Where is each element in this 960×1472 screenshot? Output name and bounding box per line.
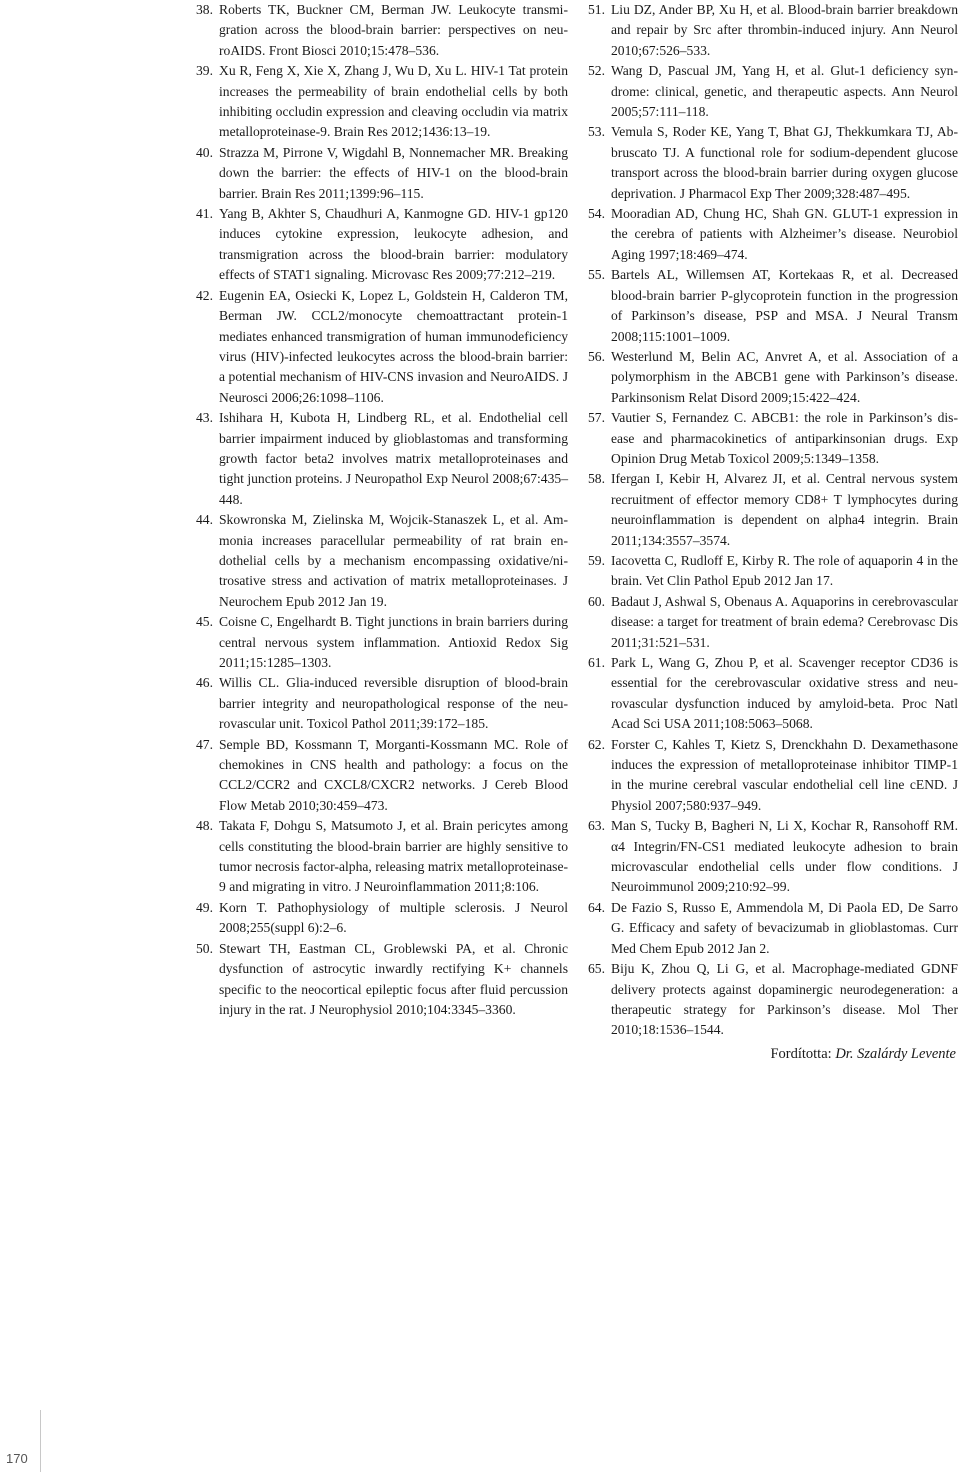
reference-item — [196, 408, 568, 510]
reference-number: 52. — [588, 63, 605, 79]
reference-number: 44. — [196, 512, 213, 528]
reference-item — [588, 61, 958, 122]
reference-item — [588, 551, 958, 592]
reference-item — [588, 122, 958, 204]
reference-number: 55. — [588, 267, 605, 283]
reference-item — [588, 347, 958, 408]
reference-text: De Fazio S, Russo E, Ammendola M, Di Paola ED, De Sarro G. Efficacy and safety of bevacizumab in glioblastomas. Curr Med Chem Epub 2012 Jan 2. — [611, 899, 958, 956]
reference-item — [196, 612, 568, 673]
reference-item — [196, 673, 568, 734]
reference-text: Man S, Tucky B, Bagheri N, Li X, Kochar R, Ransohoff RM. α4 Integrin/FN-CS1 mediated leukocyte adhesion to brain microvascular endothelial cells under flow conditions. J Neuroimmunol 2009;210:92–99. — [611, 818, 958, 895]
reference-number: 45. — [196, 614, 213, 630]
reference-text: Willis CL. Glia-induced reversible disruption of blood-brain barrier integrity and neuropathological response of the neurovascular unit. Toxicol Pathol 2011;39:172–185. — [219, 675, 568, 732]
reference-item — [588, 265, 958, 347]
page-number: 170 — [6, 1451, 28, 1466]
reference-item — [588, 959, 958, 1041]
reference-number: 65. — [588, 961, 605, 977]
reference-item — [196, 0, 568, 61]
reference-text: Xu R, Feng X, Xie X, Zhang J, Wu D, Xu L. HIV-1 Tat protein increases the permeability of brain endothelial cells by both inhibiting occludin expression and cleaving occludin via matrix metalloproteinase-9. Brain Res 2012;1436:13–19. — [219, 63, 568, 140]
reference-number: 64. — [588, 899, 605, 915]
reference-number: 49. — [196, 899, 213, 915]
reference-number: 39. — [196, 63, 213, 79]
reference-number: 54. — [588, 206, 605, 222]
reference-number: 42. — [196, 287, 213, 303]
reference-text: Bartels AL, Willemsen AT, Kortekaas R, et al. Decreased blood-brain barrier P-glycoprotein function in the progression of Parkinson’s disease, PSP and MSA. J Neural Transm 2008;115:1001–1009. — [611, 267, 958, 344]
reference-item — [196, 939, 568, 1021]
reference-list-left — [196, 0, 568, 1020]
reference-number: 46. — [196, 675, 213, 691]
reference-item — [588, 0, 958, 61]
reference-text: Ishihara H, Kubota H, Lindberg RL, et al. Endothelial cell barrier impairment induced by glioblastomas and transforming growth factor beta2 involves matrix metalloproteinases and tight junction proteins. J Neuropathol Exp Neurol 2008;67:435–448. — [219, 410, 568, 507]
translator-name: Dr. Szalárdy Levente — [835, 1046, 956, 1062]
reference-text: Vemula S, Roder KE, Yang T, Bhat GJ, Thekkumkara TJ, Abbruscato TJ. A functional role for sodium-dependent glucose transport across the blood-brain barrier during oxygen glucose deprivation. J Pharmacol Exp Ther 2009;328:487–495. — [611, 124, 958, 201]
reference-item — [196, 816, 568, 898]
reference-text: Semple BD, Kossmann T, Morganti-Kossmann MC. Role of chemokines in CNS health and pathology: a focus on the CCL2/CCR2 and CXCL8/CXCR2 networks. J Cereb Blood Flow Metab 2010;30:459–473. — [219, 736, 568, 813]
reference-number: 61. — [588, 655, 605, 670]
reference-item — [588, 469, 958, 551]
reference-number: 56. — [588, 348, 605, 364]
reference-number: 40. — [196, 144, 213, 160]
reference-text: Korn T. Pathophysiology of multiple sclerosis. J Neurol 2008;255(suppl 6):2–6. — [219, 899, 568, 936]
reference-text: Iacovetta C, Rudloff E, Kirby R. The role of aquaporin 4 in the brain. Vet Clin Pathol Epub 2012 Jan 17. — [611, 552, 958, 589]
reference-text: Coisne C, Engelhardt B. Tight junctions in brain barriers during central nervous system inflammation. Antioxid Redox Sig 2011;15:1285–1303. — [219, 614, 568, 670]
reference-number: 59. — [588, 552, 605, 568]
reference-number: 60. — [588, 593, 605, 609]
reference-item — [588, 592, 958, 653]
reference-list-right — [588, 0, 958, 1041]
reference-text: Strazza M, Pirrone V, Wigdahl B, Nonnemacher MR. Breaking down the barrier: the effects of HIV-1 on the blood-brain barrier. Brain Res 2011;1399:96–115. — [219, 144, 568, 201]
reference-text: Park L, Wang G, Zhou P, et al. Scavenger receptor CD36 is essential for the cerebrovascular oxidative stress and neurovascular dysfunction induced by amyloid-beta. Proc Natl Acad Sci USA 2011;108:5063–5068. — [611, 655, 958, 732]
reference-item — [588, 653, 958, 735]
reference-number: 48. — [196, 818, 213, 834]
page-margin-rule — [40, 1410, 41, 1472]
reference-number: 53. — [588, 124, 605, 140]
reference-number: 58. — [588, 471, 605, 487]
reference-number: 43. — [196, 410, 213, 426]
reference-text: Biju K, Zhou Q, Li G, et al. Macrophage-mediated GDNF delivery protects against dopaminergic neurodegeneration: a therapeutic strategy for Parkinson’s disease. Mol Ther 2010;18:1536–1544. — [611, 961, 958, 1038]
reference-text: Westerlund M, Belin AC, Anvret A, et al. Association of a polymorphism in the ABCB1 gene with Parkinson’s disease. Parkinsonism Relat Disord 2009;15:422–424. — [611, 348, 958, 405]
translator-label: Fordította: — [770, 1046, 832, 1062]
reference-text: Takata F, Dohgu S, Matsumoto J, et al. Brain pericytes among cells constituting the blood-brain barrier are highly sensitive to tumor necrosis factor-alpha, releasing matrix metalloproteinase-9 and migrating in vitro. J Neuroinflammation 2011;8:106. — [219, 818, 568, 895]
reference-item — [196, 61, 568, 143]
reference-item — [196, 510, 568, 612]
reference-item — [588, 898, 958, 959]
reference-text: Eugenin EA, Osiecki K, Lopez L, Goldstein H, Calderon TM, Berman JW. CCL2/monocyte chemoattractant protein-1 mediates enhanced transmigration of human immunodeficiency virus (HIV)-infected leukocytes across the blood-brain barrier: a potential mechanism of HIV-CNS invasion and NeuroAIDS. J Neurosci 2006;26:1098–1106. — [219, 287, 568, 405]
reference-number: 50. — [196, 940, 213, 956]
reference-item — [196, 143, 568, 204]
reference-text: Mooradian AD, Chung HC, Shah GN. GLUT-1 expression in the cerebra of patients with Alzheimer’s disease. Neurobiol Aging 1997;18:469–474. — [611, 206, 958, 262]
reference-text: Vautier S, Fernandez C. ABCB1: the role in Parkinson’s disease and pharmacokinetics of antiparkinsonian drugs. Exp Opinion Drug Metab Toxicol 2009;5:1349–1358. — [611, 410, 958, 466]
reference-text: Yang B, Akhter S, Chaudhuri A, Kanmogne GD. HIV-1 gp120 induces cytokine expression, leukocyte adhesion, and transmigration across the blood-brain barrier: modulatory effects of STAT1 signaling. Microvasc Res 2009;77:212–219. — [219, 206, 568, 283]
reference-number: 41. — [196, 206, 213, 222]
reference-number: 62. — [588, 736, 605, 752]
reference-item — [196, 286, 568, 408]
reference-number: 47. — [196, 736, 213, 752]
reference-text: Forster C, Kahles T, Kietz S, Drenckhahn D. Dexamethasone induces the expression of metalloproteinase inhibitor TIMP-1 in the murine cerebral vascular endothelial cell line cEND. J Physiol 2007;580:937–949. — [611, 736, 958, 813]
translator-credit — [770, 1044, 956, 1064]
reference-number: 51. — [588, 2, 605, 17]
reference-item — [588, 408, 958, 469]
reference-item — [196, 735, 568, 817]
reference-item — [588, 204, 958, 265]
reference-text: Liu DZ, Ander BP, Xu H, et al. Blood-brain barrier breakdown and repair by Src after thrombin-induced injury. Ann Neurol 2010;67:526–533. — [611, 2, 958, 58]
reference-number: 63. — [588, 818, 605, 834]
reference-text: Stewart TH, Eastman CL, Groblewski PA, et al. Chronic dysfunction of astrocytic inwardly rectifying K+ channels specific to the neocortical epileptic focus after fluid percussion injury in the rat. J Neurophysiol 2010;104:3345–3360. — [219, 940, 568, 1017]
reference-text: Skowronska M, Zielinska M, Wojcik-Stanaszek L, et al. Ammonia increases paracellular permeability of rat brain endothelial cells by a mechanism encompassing oxidative/nitrosative stress and activation of matrix metalloproteinases. J Neurochem Epub 2012 Jan 19. — [219, 512, 568, 609]
reference-text: Badaut J, Ashwal S, Obenaus A. Aquaporins in cerebrovascular disease: a target for treatment of brain edema? Cerebrovasc Dis 2011;31:521–531. — [611, 593, 958, 650]
reference-item — [196, 204, 568, 286]
reference-item — [588, 735, 958, 817]
reference-text: Roberts TK, Buckner CM, Berman JW. Leukocyte transmigration across the blood-brain barrier: perspectives on neuroAIDS. Front Biosci 2010;15:478–536. — [219, 2, 568, 58]
reference-item — [196, 898, 568, 939]
reference-item — [588, 816, 958, 898]
reference-number: 38. — [196, 2, 213, 17]
reference-text: Wang D, Pascual JM, Yang H, et al. Glut-1 deficiency syndrome: clinical, genetic, and therapeutic aspects. Ann Neurol 2005;57:111–118. — [611, 63, 958, 120]
reference-text: Ifergan I, Kebir H, Alvarez JI, et al. Central nervous system recruitment of effector memory CD8+ T lymphocytes during neuroinflammation is dependent on alpha4 integrin. Brain 2011;134:3557–3574. — [611, 471, 958, 548]
reference-number: 57. — [588, 410, 605, 426]
